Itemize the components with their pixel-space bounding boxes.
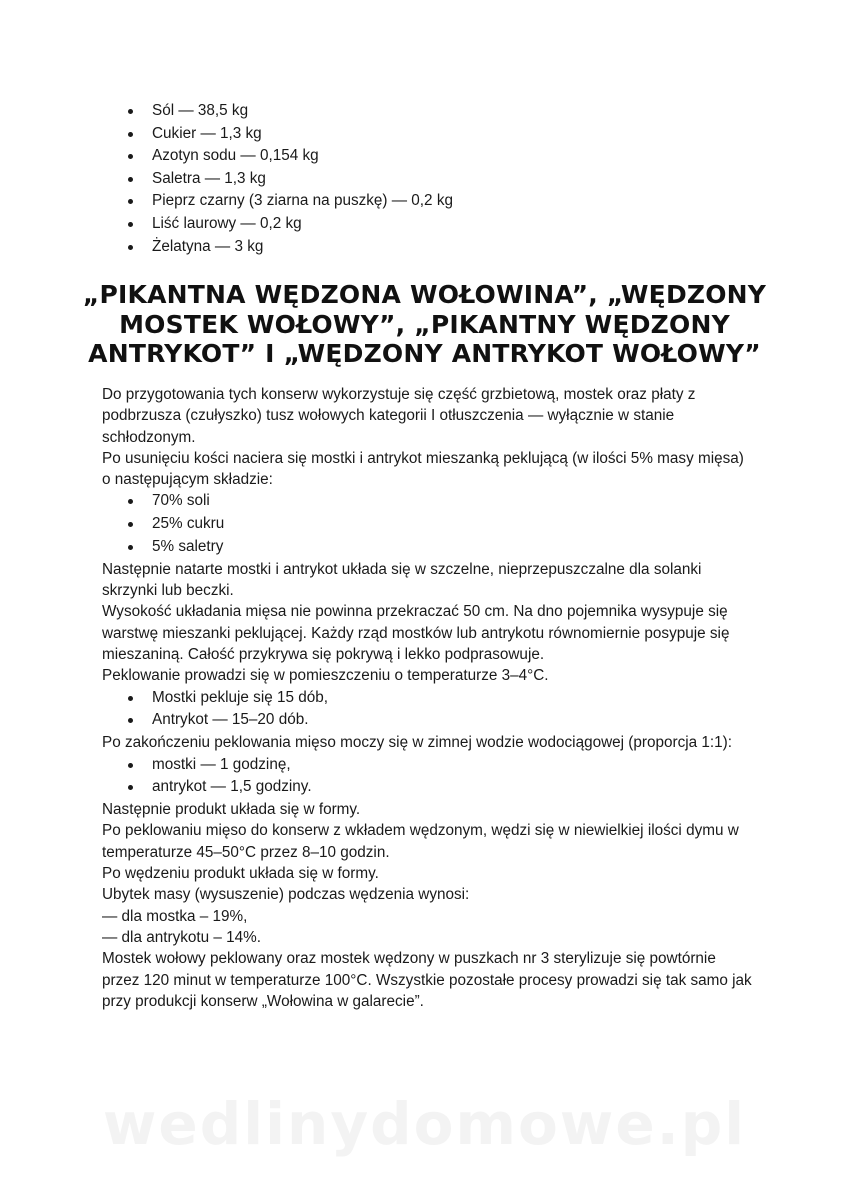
paragraph: Ubytek masy (wysuszenie) podczas wędzenia wynosi:: [102, 886, 470, 904]
curing-mix-list: [102, 490, 752, 558]
paragraph: Po zakończeniu peklowania mięso moczy się w zimnej wodzie wodociągowej (proporcja 1:1):: [102, 734, 733, 752]
list-item: Azotyn sodu — 0,154 kg: [128, 145, 453, 168]
list-item: 5% saletry: [128, 536, 752, 559]
paragraph: — dla mostka – 19%,: [102, 907, 248, 925]
paragraph: Po peklowaniu mięso do konserw z wkładem wędzonym, wędzi się w niewielkiej ilości dymu w temperaturze 45–50°C przez 8–10 godzin.: [102, 822, 739, 861]
list-item: mostki — 1 godzinę,: [128, 754, 752, 777]
watermark: wedlinydomowe.pl: [102, 1090, 747, 1158]
paragraph: Po wędzeniu produkt układa się w formy.: [102, 865, 379, 883]
list-item: antrykot — 1,5 godziny.: [128, 776, 752, 799]
paragraph: Wysokość układania mięsa nie powinna przekraczać 50 cm. Na dno pojemnika wysypuje się warstwę mieszanki peklującej. Każdy rząd mostków lub antrykotu równomiernie posypuje się mieszaniną. Całość przykrywa się pokrywą i lekko podprasowuje.: [102, 603, 730, 664]
list-item: Sól — 38,5 kg: [128, 100, 453, 123]
paragraph: Do przygotowania tych konserw wykorzystuje się część grzbietową, mostek oraz płaty z podbrzusza (czułyszko) tusz wołowych kategorii I otłuszczenia — wyłącznie w stanie schłodzonym.: [102, 386, 696, 446]
list-item: Żelatyna — 3 kg: [128, 236, 453, 259]
curing-time-list: [102, 687, 752, 733]
paragraph: Następnie natarte mostki i antrykot układa się w szczelne, nieprzepuszczalne dla solanki skrzynki lub beczki.: [102, 560, 702, 600]
list-item: 70% soli: [128, 490, 752, 513]
heading-line: MOSTEK WOŁOWY”, „PIKANTNY WĘDZONY: [119, 309, 730, 339]
list-item: Antrykot — 15–20 dób.: [128, 709, 752, 732]
ingredients-list: [128, 100, 453, 258]
list-item: 25% cukru: [128, 513, 752, 536]
list-item: Cukier — 1,3 kg: [128, 123, 453, 146]
section-heading: [60, 280, 789, 369]
list-item: Saletra — 1,3 kg: [128, 168, 453, 191]
list-item: Liść laurowy — 0,2 kg: [128, 213, 453, 236]
paragraph: Po usunięciu kości naciera się mostki i antrykot mieszanką peklującą (w ilości 5% masy mięsa) o następującym składzie:: [102, 449, 744, 489]
list-item: Mostki pekluje się 15 dób,: [128, 687, 752, 710]
heading-line: ANTRYKOT” I „WĘDZONY ANTRYKOT WOŁOWY”: [88, 339, 761, 368]
paragraph: Mostek wołowy peklowany oraz mostek wędzony w puszkach nr 3 sterylizuje się powtórnie przez 120 minut w temperaturze 100°C. Wszystkie pozostałe procesy prowadzi się tak samo jak przy produkcji konserw „Wołowina w galarecie”.: [102, 950, 752, 1010]
paragraph: — dla antrykotu – 14%.: [102, 928, 262, 946]
paragraph: Peklowanie prowadzi się w pomieszczeniu o temperaturze 3–4°C.: [102, 667, 549, 685]
paragraph: Następnie produkt układa się w formy.: [102, 801, 361, 819]
list-item: Pieprz czarny (3 ziarna na puszkę) — 0,2 kg: [128, 190, 453, 213]
section-body: [102, 384, 752, 1012]
soaking-time-list: [102, 754, 752, 800]
heading-line: „PIKANTNA WĘDZONA WOŁOWINA”, „WĘDZONY: [82, 280, 767, 309]
